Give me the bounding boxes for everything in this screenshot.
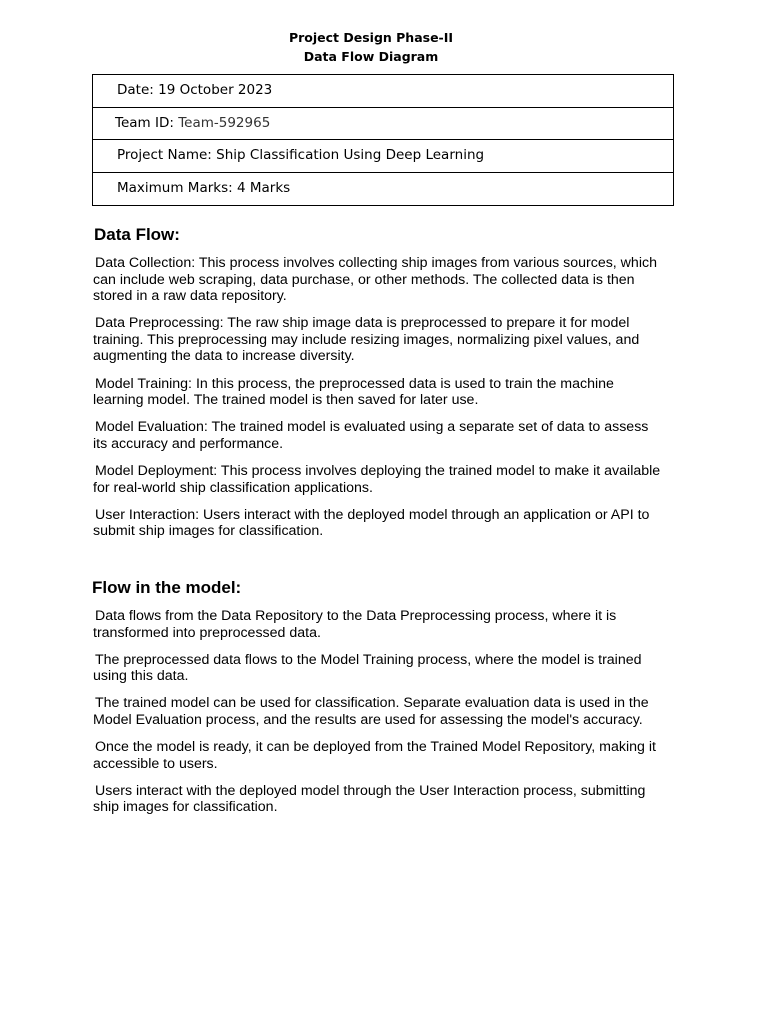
model-flow-paragraph: Data flows from the Data Repository to the Data Preprocessing process, where it is transformed into preprocessed data. [93,608,617,641]
date-row [93,75,673,108]
data-flow-paragraph: Model Training: In this process, the preprocessed data is used to train the machine learning model. The trained model is then saved for later use. [93,375,614,409]
maximum-marks-row [93,173,673,206]
project-name-row [93,140,673,173]
project-name-label: Project Name: [117,147,212,163]
project-info-table [92,74,674,206]
model-flow-section [93,608,663,826]
team-id-label: Team ID: [115,114,174,131]
project-name-value: Ship Classification Using Deep Learning [216,147,485,163]
team-id-row [93,108,673,141]
model-flow-heading: Flow in the model: [92,578,242,597]
model-flow-paragraph: Once the model is ready, it can be deployed from the Trained Model Repository, making it accessible to users. [93,739,656,772]
model-flow-paragraph: The preprocessed data flows to the Model Training process, where the model is trained using this data. [93,651,642,685]
maximum-marks-label: Maximum Marks: [117,179,233,196]
document-subtitle: Data Flow Diagram [303,49,439,64]
model-flow-paragraph: The trained model can be used for classification. Separate evaluation data is used in the Model Evaluation process, and the results are used for assessing the model's accuracy. [93,695,649,728]
data-flow-paragraph: Model Evaluation: The trained model is evaluated using a separate set of data to assess its accuracy and performance. [93,419,649,452]
data-flow-paragraph: User Interaction: Users interact with the deployed model through an application or API to submit ship images for classification. [93,506,650,540]
data-flow-heading: Data Flow: [94,225,180,244]
data-flow-paragraph: Data Collection: This process involves collecting ship images from various sources, which can include web scraping, data purchase, or other methods. The collected data is then stored in a raw data repository. [93,255,657,305]
data-flow-section [93,255,663,550]
model-flow-paragraph: Users interact with the deployed model through the User Interaction process, submitting ship images for classification. [93,782,646,816]
maximum-marks-value: 4 Marks [236,179,291,196]
document-header [0,28,742,66]
data-flow-paragraph: Model Deployment: This process involves deploying the trained model to make it available for real-world ship classification applications. [93,462,661,496]
date-label: Date: [117,82,154,98]
date-value: 19 October 2023 [158,82,273,98]
team-id-value: Team-592965 [178,114,271,131]
document-title: Project Design Phase-II [288,30,454,45]
data-flow-paragraph: Data Preprocessing: The raw ship image data is preprocessed to prepare it for model training. This preprocessing may include resizing images, normalizing pixel values, and augmenting the data to increase diversity. [93,315,640,365]
